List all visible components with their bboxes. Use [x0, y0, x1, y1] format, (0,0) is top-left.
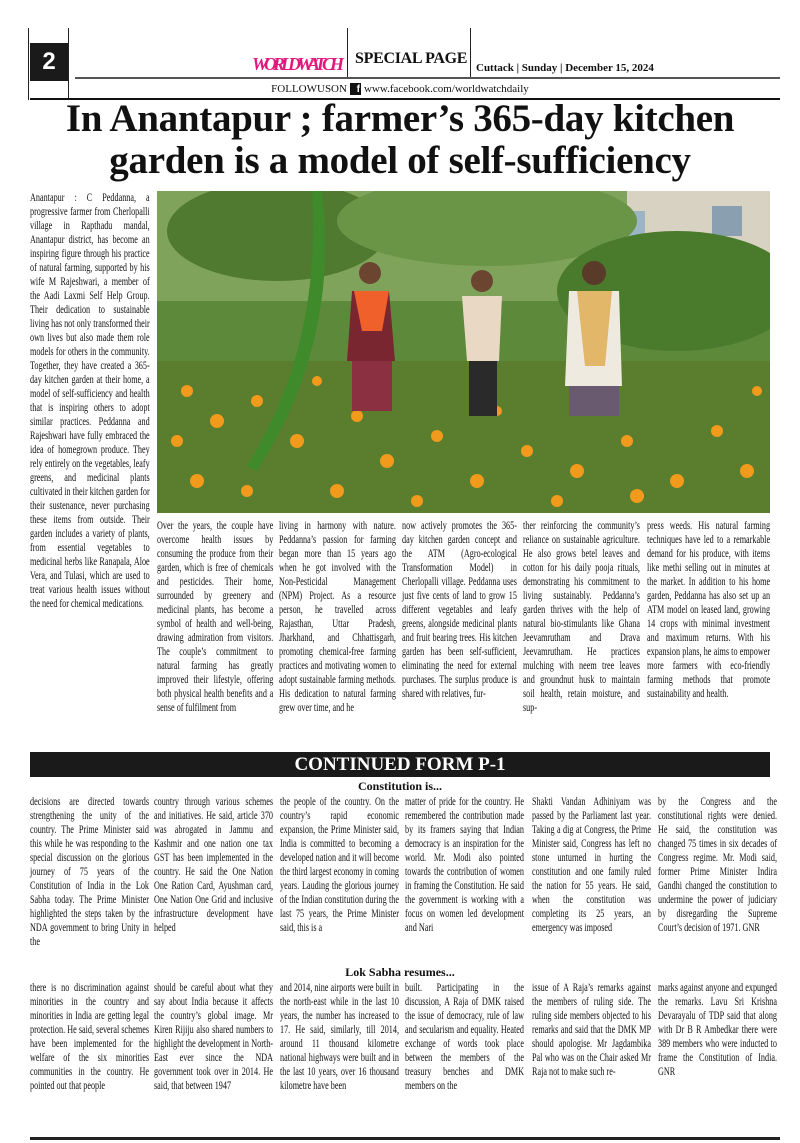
follow-us-bar — [0, 83, 800, 95]
story-column: by the Congress and the constitutional rights were denied. He said, the constitution was changed 75 times in six decades of Congress regime. Mr. Modi said, former Prime Minister Indira Gandhi changed the constitution to undermine the power of judiciary by disregarding the Supreme Court’s decision of 1971. GNR — [658, 794, 777, 934]
story-column: should be careful about what they say about India because it affects the country’s global image. Mr Kiren Rijiju also shared numbers to highlight the development in North-East ever since the NDA government took over in 2014. He said, that between 1947 — [154, 980, 273, 1092]
article-column: press weeds. His natural farming techniques have led to a remarkable demand for his produce, with items like methi selling out in minutes at the market. In addition to his home garden, Peddanna has also set up an ATM model on leased land, growing 14 crops with minimal investment and maximum returns. With his expansion plans, he aims to empower more farmers with eco-friendly farming methods that promote sustainability and health. — [647, 518, 771, 700]
headline-line: In Anantapur ; farmer’s 365-day kitchen — [65, 97, 735, 140]
story-column: country through various schemes and initiatives. He said, article 370 was abrogated in Jammu and Kashmir and one nation one tax GST has been implemented in the country. He said the One Nation One Ration Card, Ayushman card, One Nation One Grid and inclusive infrastructure development have helped — [154, 794, 273, 934]
headline — [20, 98, 780, 182]
facebook-link[interactable]: www.facebook.com/worldwatchdaily — [363, 83, 529, 95]
story-kicker: Lok Sabha resumes... — [345, 965, 455, 979]
world-watch-logo — [250, 40, 346, 80]
story-column: matter of pride for the country. He remembered the contribution made by its framers saying that Indian democracy is an inspiration for the world. Mr. Modi also pointed towards the contribution of women in framing the Constitution. He said the government is working with a focus on women led development and Nari — [405, 794, 524, 934]
facebook-icon: f — [350, 83, 361, 95]
continued-banner: CONTINUED FORM P-1 — [30, 752, 770, 777]
article-column: Over the years, the couple have overcome health issues by consuming the produce from their garden, which is free of chemicals and pesticides. Their home, surrounded by greenery and medicinal plants, has become a symbol of health and well-being, drawing admiration from visitors. The couple’s commitment to natural farming has greatly improved their lifestyle, offering both physical health benefits and a sense of fulfilment from — [157, 518, 274, 714]
article-column: ther reinforcing the community’s reliance on sustainable agriculture. He also grows betel leaves and cotton for his daily pooja rituals, demonstrating his commitment to living sustainably. Peddanna’s garden thrives with the help of natural bio-stimulants like Ghana Jeevamrutham and Drava Jeevamrutham. He practices mulching with neem tree leaves and groundnut husk to maintain soil health, retain moisture, and sup- — [523, 518, 640, 714]
rule — [75, 77, 780, 79]
story-column: and 2014, nine airports were built in the north-east while in the last 10 years, the number has increased to 17. He said, similarly, till 2014, around 11 thousand kilometre national highways were built and in the last 10 years, over 16 thousand kilometre have been — [280, 980, 399, 1092]
page-number: 2 — [30, 43, 68, 81]
dateline: Cuttack | Sunday | December 15, 2024 — [476, 62, 654, 74]
story-column: the people of the country. On the country’s rapid economic expansion, the Prime Minister said, India is committed to becoming a developed nation and it will become the third largest economy in coming years. Lauding the glorious journey of the Indian constitution during the last 75 years, the Prime Minister said, this is a — [280, 794, 399, 934]
garden-photo — [157, 191, 770, 513]
bottom-rule — [30, 1137, 780, 1140]
rule — [347, 28, 348, 78]
story-column: there is no discrimination against minorities in the country and minorities in India are getting legal protection. He said, several schemes have been implemented for the welfare of the six minorities communities in the country. He pointed out that people — [30, 980, 149, 1092]
article-column: now actively promotes the 365-day kitchen garden concept and the ATM (Agro-ecological Transformation Model) in Cherlopalli village. Peddanna uses just five cents of land to grow 15 different vegetables and leafy greens, alongside medicinal plants and fruit bearing trees. His kitchen garden has been self-sufficient, eliminating the need for external purchases. The surplus produce is shared with relatives, fur- — [402, 518, 517, 700]
story-kicker: Constitution is... — [357, 779, 443, 793]
story-column: built. Participating in the discussion, A Raja of DMK raised the issue of democracy, rule of law and secularism and equality. Heated exchange of words took place between the members of the treasury benches and DMK members on the — [405, 980, 524, 1092]
story-column: issue of A Raja’s remarks against the members of ruling side. The ruling side members objected to his remarks and said that the DMK MP should apologise. Mr Jagdambika Pal who was on the Chair asked Mr Raja not to make such re- — [532, 980, 651, 1078]
story-column: Shakti Vandan Adhiniyam was passed by the Parliament last year. Taking a dig at Congress, the Prime Minister said, Congress has left no stone unturned in hurting the constitution and one family ruled the nation for 55 years. He said, when the constitution was completing its 25 years, an emergency was imposed — [532, 794, 651, 934]
rule — [470, 28, 471, 78]
follow-label: FOLLOWUSON — [271, 83, 347, 95]
story-column: decisions are directed towards strengthening the unity of the country. The Prime Minister said this while he was responding to the special discussion on the glorious journey of 75 years of the Constitution of India in the Lok Sabha today. The Prime Minister highlighted the steps taken by the NDA government to bring Unity in the — [30, 794, 149, 948]
article-column: Anantapur : C Peddanna, a progressive farmer from Cherlopalli village in Rapthadu mandal, Anantapur district, has become an inspiring figure through his practice of natural farming, supported by his wife M Rajeshwari, a member of the Aadi Laxmi Self Help Group. Their dedication to sustainable living has not only transformed their own lives but also made them role models for others in the community. Together, they have created a 365-day kitchen garden at their home, a model of self-sufficiency and health that is inspiring others to adopt similar practices. Peddanna and Rajeshwari have fully embraced the idea of homegrown produce. They rely entirely on the vegetables, leafy greens, and medicinal plants cultivated in their kitchen garden for their sustenance, never purchasing these items from outside. Their garden includes a variety of plants, from essential vegetables to medicinal herbs like Ranapala, Aloe Vera, and Tulasi, which are used to treat various health issues without the need for chemical medications. — [30, 190, 150, 610]
story-column: marks against anyone and expunged the remarks. Lavu Sri Krishna Devarayalu of TDP said that along with Dr B R Ambedkar there were 389 members who were inducted to frame the Constitution of India. GNR — [658, 980, 777, 1078]
headline-line: garden is a model of self-sufficiency — [109, 139, 691, 182]
svg-text:WORLD WATCH: WORLD WATCH — [252, 54, 344, 74]
section-title: SPECIAL PAGE — [355, 50, 468, 67]
article-column: living in harmony with nature. Peddanna’s passion for farming began more than 15 years ago when he got involved with the Non-Pesticidal Management (NPM) Project. As a resource person, he travelled across Rajasthan, Uttar Pradesh, Jharkhand, and Chhattisgarh, promoting chemical-free farming practices and motivating women to adopt sustainable farming methods. His dedication to natural farming grew over time, and he — [279, 518, 396, 714]
